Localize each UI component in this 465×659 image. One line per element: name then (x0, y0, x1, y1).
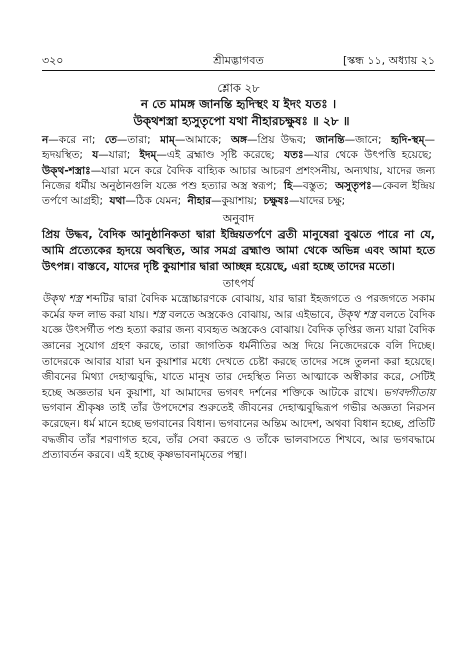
purport-term: উক্থ শস্ত্র (42, 293, 83, 306)
purport-segment: বলতে বৈদিক যজ্ঞে উৎসর্গীত পশু হত্যা করার জন্য ব্যবহৃত অস্ত্রকেও বোঝায়। বৈদিক তৃপ্তির জন্য যারা বৈদিক জ্ঞানের সুযোগ গ্রহণ করছে, তারা জাগতিক ধর্মনীতির অস্ত্র দিয়ে নিজেদেরকে বলি দিচ্ছে। তাদেরকে আবার যারা ঘন কুয়াশার মধ্যে দেখতে চেষ্টা করছে তাদের সঙ্গে তুলনা করা হয়েছে। জীবনের মিথ্যা দেহাত্মবুদ্ধি, যাতে মানুষ তার দেহস্থিত নিত্য আত্মাকে অস্বীকার করে, সেটিই হচ্ছে অজ্ঞতার ঘন কুয়াশা, যা আমাদের ভগবৎ দর্শনের শক্তিকে আটকে রাখে। (42, 308, 435, 399)
synonym-separator: ; (302, 134, 313, 146)
synonym-meaning: হৃদয়স্থিত (42, 149, 80, 162)
synonym-meaning: যার থেকে উৎপত্তি হয়েছে (314, 149, 429, 162)
synonym-separator: ; (428, 149, 432, 162)
purport-term: উক্থ শস্ত্র (337, 308, 377, 321)
synonym-dash: — (98, 149, 109, 162)
synonym-dash: — (424, 134, 435, 146)
verse-line-2: উক্থশস্ত্রা হ্যসুতৃপো যথা নীহারচক্ষুষঃ ॥ ২৮ ॥ (133, 114, 350, 128)
synonym-term: যথা (109, 195, 126, 208)
synonym-meaning: বস্তুত (302, 179, 325, 192)
synonym-dash: — (116, 134, 128, 146)
synonym-meaning: ঠিক যেমন (135, 195, 178, 208)
synonym-dash: — (90, 164, 102, 177)
purport-segment: শব্দটির দ্বারা বৈদিক মন্ত্রোচ্চারণকে বোঝায়, যার দ্বারা ইহজগতে ও পরজগতে সকাম কর্মের ফল লাভ করা যায়। (42, 293, 435, 321)
synonym-dash: — (247, 134, 258, 146)
section-reference: [স্কন্ধ ১১, অধ্যায় ২১ (342, 54, 435, 67)
synonym-dash: — (303, 149, 315, 162)
synonym-meaning: তারা (127, 134, 148, 146)
synonym-separator: ; (79, 149, 90, 162)
synonym-separator: ; (126, 149, 137, 162)
synonym-separator: ; (378, 134, 388, 146)
purport-segment: ভগবান শ্রীকৃষ্ণ তাই তাঁর উপদেশের শুরুতেই জীবনের দেহাত্মবুদ্ধিরূপ গভীর অজ্ঞতা নিরসন করেছেন। ধর্ম মানে হচ্ছে ভগবানের বিধান। ভগবানের অন্তিম আদেশ, অথবা বিধান হচ্ছে, প্রতিটি বদ্ধজীব তাঁর শরণাগত হবে, তাঁর সেবা করতে ও তাঁকে ভালবাসতে শিখবে, আর ভগবদ্ধামে প্রত্যাবর্তন করবে। এই হচ্ছে কৃষ্ণভাবনামৃতের পন্থা। (42, 402, 435, 462)
synonym-term: হি (283, 179, 293, 192)
synonym-meaning: কুয়াশায় (221, 195, 254, 208)
synonym-term: ন (42, 134, 49, 146)
purport-heading: তাৎপর্য (222, 277, 255, 291)
synonym-meaning: এই ব্রহ্মাণ্ড সৃষ্টি করেছে (166, 149, 272, 162)
page-content (42, 80, 435, 464)
synonym-dash: — (344, 134, 356, 146)
verse-heading: শ্লোক ২৮ (217, 81, 260, 95)
synonym-meaning: যাদের চক্ষু (299, 195, 342, 208)
synonym-term: হৃদি-স্থম্ (390, 134, 425, 146)
synonym-meaning: যারা মনে করে বৈদিক বাহ্যিক আচার আচরণ প্রশংসনীয়, অন্যথায়, যাদের জন্য নিজের ধর্মীয় অনুষ্ঠানগুলি যজ্ঞে পশু হত্যার অস্ত্র স্বরূপ (42, 164, 435, 192)
purport-segment: বলতে অস্ত্রকেও বোঝায়, আর এইভাবে, (165, 308, 338, 321)
synonym-term: উক্থ-শস্ত্রাঃ (42, 164, 91, 177)
synonym-meaning: আমাকে (185, 134, 219, 146)
synonym-meaning: জানে (355, 134, 378, 146)
page-header (42, 52, 435, 68)
synonym-term: নীহার (187, 195, 212, 208)
synonym-separator: ; (272, 179, 281, 192)
synonym-term: অসুতৃপঃ (335, 179, 372, 192)
synonym-term: ইদম্ (139, 149, 157, 162)
synonym-separator: ; (91, 134, 102, 146)
synonym-dash: — (125, 195, 136, 208)
synonym-dash: — (289, 195, 300, 208)
word-for-word-synonyms (42, 133, 435, 209)
synonym-term: তে (104, 134, 117, 146)
synonym-dash: — (292, 179, 303, 192)
synonym-separator: ; (341, 195, 346, 208)
synonym-term: মাম্ (160, 134, 175, 146)
synonym-separator: ; (99, 195, 107, 208)
purport-term: ভগবদ্গীতায় (383, 386, 435, 399)
synonym-separator: ; (218, 134, 228, 146)
synonym-term: অঙ্গ (230, 134, 248, 146)
synonym-term: যতঃ (284, 149, 304, 162)
translation-heading: অনুবাদ (222, 212, 255, 226)
synonym-term: য (92, 149, 99, 162)
translation-text: প্রিয় উদ্ধব, বৈদিক আনুষ্ঠানিকতা দ্বারা ইন্দ্রিয়তর্পণে ব্রতী মানুষেরা বুঝতে পারে না যে, আমি প্রত্যেকের হৃদয়ে অবস্থিত, আর সমগ্র ব্রহ্মাণ্ড আমা থেকে অভিন্ন এবং আমা হতে উৎপন্ন। বাস্তবে, যাদের দৃষ্টি কুয়াশার দ্বারা আচ্ছন্ন হয়েছে, এরা হচ্ছে তাদের মতো। (42, 228, 435, 273)
synonym-meaning: কেবল ইন্দ্রিয় তর্পণে আগ্রহী (42, 179, 435, 208)
synonym-meaning: করে না (58, 134, 92, 146)
synonym-dash: — (174, 134, 186, 146)
synonym-term: জানন্তি (315, 134, 345, 146)
running-title: শ্রীমদ্ভাগবত (213, 54, 264, 67)
synonym-meaning: যারা (108, 149, 127, 162)
synonym-dash: — (211, 195, 222, 208)
synonym-meaning: প্রিয় উদ্ধব (257, 134, 303, 146)
sanskrit-verse (42, 96, 435, 130)
header-rule (42, 70, 435, 71)
verse-line-1: ন তে মামঙ্গ জানন্তি হৃদিস্থং য ইদং যতঃ । (140, 97, 337, 111)
synonym-dash: — (156, 149, 167, 162)
purport-text (42, 292, 435, 464)
synonym-separator: ; (177, 195, 185, 208)
synonym-term: চক্ষুষঃ (263, 195, 290, 208)
synonym-dash: — (371, 179, 383, 192)
synonym-dash: — (48, 134, 59, 146)
synonym-separator: ; (253, 195, 261, 208)
page-number: ৩২০ (42, 54, 64, 67)
synonym-separator: ; (324, 179, 333, 192)
synonym-separator: ; (271, 149, 282, 162)
purport-term: শস্ত্র (151, 308, 166, 321)
synonym-separator: ; (147, 134, 158, 146)
